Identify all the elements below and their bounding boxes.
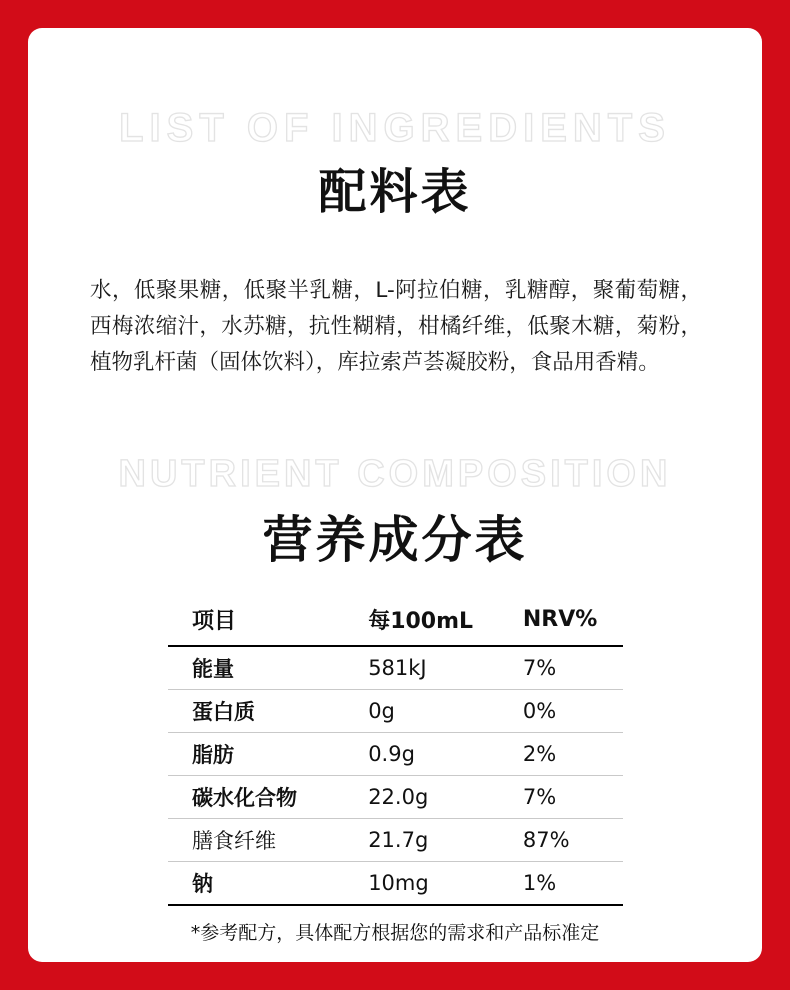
cell-per-100ml: 581kJ bbox=[368, 656, 427, 680]
content-card bbox=[28, 28, 762, 962]
table-row bbox=[168, 646, 623, 690]
nutrition-watermark-heading: NUTRIENT COMPOSITION bbox=[118, 453, 672, 495]
table-row bbox=[168, 733, 623, 776]
nutrition-footnote: *参考配方，具体配方根据您的需求和产品标准定 bbox=[190, 922, 600, 944]
cell-per-100ml: 0g bbox=[368, 699, 395, 723]
cell-nrv-percent: 0% bbox=[522, 699, 557, 723]
cell-nrv-percent: 1% bbox=[522, 871, 557, 895]
nutrition-table-body bbox=[168, 646, 623, 905]
cell-nrv-percent: 2% bbox=[522, 742, 557, 766]
cell-per-100ml: 0.9g bbox=[368, 742, 415, 766]
cell-nrv-percent: 7% bbox=[522, 656, 557, 680]
column-header-nrv: NRV% bbox=[522, 607, 598, 632]
nutrition-title: 营养成分表 bbox=[262, 511, 528, 569]
cell-item: 脂肪 bbox=[192, 743, 234, 767]
cell-per-100ml: 21.7g bbox=[368, 828, 429, 852]
column-header-per100: 每100mL bbox=[368, 609, 474, 634]
cell-item: 能量 bbox=[192, 657, 234, 681]
table-row bbox=[168, 862, 623, 906]
table-row bbox=[168, 776, 623, 819]
ingredients-list-text: 水，低聚果糖，低聚半乳糖，L-阿拉伯糖，乳糖醇，聚葡萄糖，西梅浓缩汁，水苏糖，抗性糊精，柑橘纤维，低聚木糖，菊粉，植物乳杆菌（固体饮料），库拉索芦荟凝胶粉，食品用香精。 bbox=[90, 278, 702, 375]
table-row bbox=[168, 690, 623, 733]
cell-item: 蛋白质 bbox=[192, 700, 255, 724]
table-row bbox=[168, 819, 623, 862]
cell-per-100ml: 22.0g bbox=[368, 785, 429, 809]
cell-item: 钠 bbox=[192, 872, 213, 896]
ingredients-title: 配料表 bbox=[318, 164, 472, 220]
cell-nrv-percent: 7% bbox=[522, 785, 557, 809]
cell-nrv-percent: 87% bbox=[522, 828, 570, 852]
nutrition-facts-table bbox=[168, 598, 623, 906]
ingredients-watermark-heading: LIST OF INGREDIENTS bbox=[119, 106, 671, 150]
nutrition-table-wrapper bbox=[168, 598, 623, 906]
cell-item: 膳食纤维 bbox=[192, 829, 276, 853]
column-header-item: 项目 bbox=[192, 609, 237, 634]
cell-item: 碳水化合物 bbox=[192, 786, 297, 810]
nutrition-table-header bbox=[168, 598, 623, 646]
table-header-row bbox=[168, 598, 623, 646]
cell-per-100ml: 10mg bbox=[368, 871, 429, 895]
